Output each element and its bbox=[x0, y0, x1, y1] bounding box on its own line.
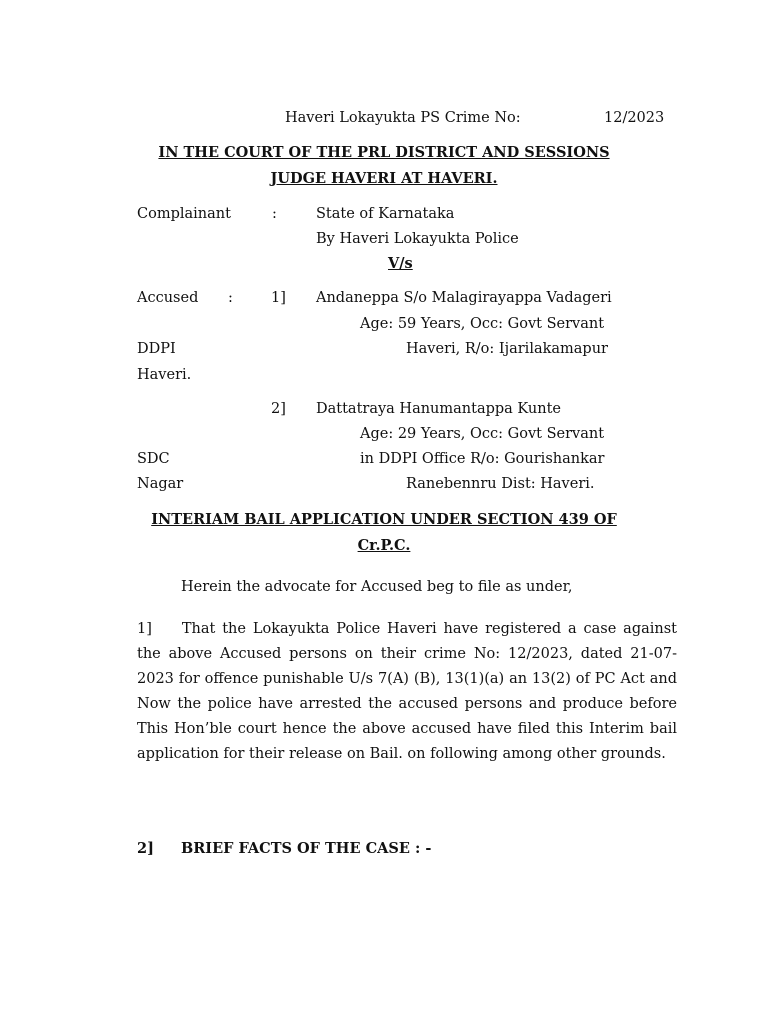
accused-2-office: SDC bbox=[137, 451, 170, 467]
accused-1-address-continuation: Haveri. bbox=[137, 367, 192, 383]
accused-2-age: Age: 29 Years, Occ: Govt Servant bbox=[360, 426, 605, 442]
complainant-colon: : bbox=[272, 206, 277, 222]
accused-2-name: Dattatraya Hanumantappa Kunte bbox=[316, 401, 562, 417]
application-title-line-1: INTERIAM BAIL APPLICATION UNDER SECTION 439 OF bbox=[151, 511, 617, 528]
accused-1-age: Age: 59 Years, Occ: Govt Servant bbox=[360, 316, 605, 332]
accused-1-number: 1] bbox=[271, 290, 286, 306]
accused-2-number: 2] bbox=[271, 401, 286, 417]
paragraph-1-number: 1] bbox=[137, 621, 152, 637]
accused-2-address-continuation: Nagar bbox=[137, 476, 184, 492]
versus-label: V/s bbox=[388, 255, 413, 272]
complainant-police: By Haveri Lokayukta Police bbox=[316, 231, 519, 247]
accused-1-office: DDPI bbox=[137, 341, 176, 357]
accused-colon: : bbox=[228, 290, 233, 306]
accused-2-district: Ranebennru Dist: Haveri. bbox=[406, 476, 595, 492]
paragraph-2-number: 2] bbox=[137, 840, 154, 857]
application-title-line-2: Cr.P.C. bbox=[357, 537, 411, 554]
paragraph-2-heading: BRIEF FACTS OF THE CASE : - bbox=[181, 840, 432, 857]
intro-line: Herein the advocate for Accused beg to file as under, bbox=[181, 579, 573, 595]
accused-label: Accused bbox=[137, 290, 199, 306]
paragraph-1-text: That the Lokayukta Police Haveri have registered a case against the above Accused persons on their crime No: 12/2023, dated 21-07-2023 for offence punishable U/s 7(A) (B), 13(1)(a) an 13(2) of PC Act and Now the police have arrested the accused persons and produce before This Hon’ble court hence the above accused have filed this Interim bail application for their release on Bail. on following among other grounds. bbox=[137, 621, 677, 762]
paragraph-1 bbox=[137, 617, 677, 767]
accused-1-address: Haveri, R/o: Ijarilakamapur bbox=[406, 341, 608, 357]
accused-2-address: in DDPI Office R/o: Gourishankar bbox=[360, 451, 605, 467]
crime-label: Haveri Lokayukta PS Crime No: bbox=[285, 110, 521, 126]
complainant-name: State of Karnataka bbox=[316, 206, 455, 222]
court-title-line-2: JUDGE HAVERI AT HAVERI. bbox=[270, 170, 498, 187]
complainant-label: Complainant bbox=[137, 206, 231, 222]
accused-1-name: Andaneppa S/o Malagirayappa Vadageri bbox=[316, 290, 612, 306]
crime-number: 12/2023 bbox=[604, 110, 665, 126]
court-title-line-1: IN THE COURT OF THE PRL DISTRICT AND SESSIONS bbox=[158, 144, 610, 161]
